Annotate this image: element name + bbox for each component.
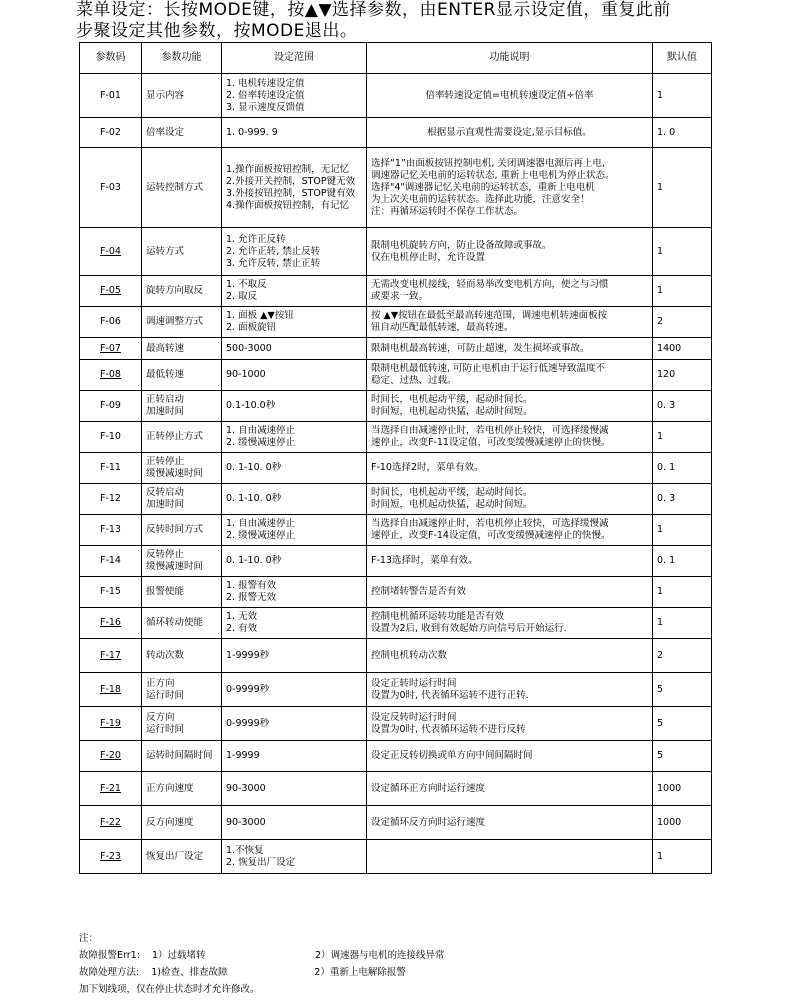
param-range xyxy=(222,639,367,673)
param-function xyxy=(142,338,222,360)
intro-text xyxy=(76,0,776,42)
intro-line-1: 菜单设定：长按MODE键，按▲▼选择参数，由ENTER显示设定值，重复此前 xyxy=(76,0,671,20)
param-range xyxy=(222,840,367,874)
param-description-line: 稳定、过热、过载。 xyxy=(371,375,457,386)
param-function-line: 运转方式 xyxy=(146,245,185,257)
param-range xyxy=(222,772,367,806)
fault-handling-label: 故障处理方法: xyxy=(79,967,140,978)
param-description xyxy=(367,608,653,639)
param-function-line: 转动次数 xyxy=(146,649,185,661)
param-range xyxy=(222,515,367,546)
param-default: 1000 xyxy=(653,806,712,840)
param-code xyxy=(80,148,142,228)
param-default: 1 xyxy=(653,515,712,546)
param-code-text: F-14 xyxy=(100,555,121,566)
param-range-line: 1. 电机转速设定值 xyxy=(226,77,305,89)
param-range xyxy=(222,307,367,338)
param-code-text: F-22 xyxy=(100,816,121,828)
param-function-line: 正转停止 xyxy=(146,456,185,467)
param-range xyxy=(222,360,367,391)
param-range-line: 0. 1-10. 0秒 xyxy=(226,462,282,473)
param-code-text: F-19 xyxy=(100,717,121,729)
param-function-line: 运行时间 xyxy=(146,723,185,735)
param-range-line: 1-9999秒 xyxy=(226,649,270,661)
param-range-line: 2.外接开关控制，STOP键无效 xyxy=(226,175,356,187)
notes-title: 注： xyxy=(79,933,99,944)
underline-note: 加下划线项，仅在停止状态时才允许修改。 xyxy=(79,984,260,995)
param-description-line: 速停止，改变F-11设定值，可改变缓慢减速停止的快慢。 xyxy=(371,437,611,448)
param-code xyxy=(80,577,142,608)
param-code xyxy=(80,338,142,360)
param-function-line: 调速调整方式 xyxy=(146,316,204,327)
param-function-line: 反转启动 xyxy=(146,487,185,498)
param-function xyxy=(142,360,222,391)
param-description xyxy=(367,546,653,577)
param-code xyxy=(80,772,142,806)
param-range-line: 90-3000 xyxy=(226,782,266,794)
param-code-text: F-10 xyxy=(100,431,121,442)
param-description xyxy=(367,453,653,484)
param-description-line: 仅在电机停止时，允许设置 xyxy=(371,251,486,263)
param-range-line: 3. 允许反转, 禁止正转 xyxy=(226,257,321,269)
param-description xyxy=(367,840,653,874)
param-function xyxy=(142,515,222,546)
param-range-line: 2. 允许正转, 禁止反转 xyxy=(226,245,321,257)
param-description-line: 时间长，电机起动平缓，起动时间长。 xyxy=(371,487,533,498)
table-row xyxy=(80,118,712,148)
param-default: 0. 1 xyxy=(653,453,712,484)
param-code-text: F-15 xyxy=(100,586,121,597)
param-code-text: F-11 xyxy=(100,462,121,473)
param-function-line: 显示内容 xyxy=(146,89,185,101)
param-default: 0. 3 xyxy=(653,484,712,515)
param-function xyxy=(142,806,222,840)
param-function-line: 反方向速度 xyxy=(146,816,194,828)
param-description xyxy=(367,707,653,741)
param-code-text: F-20 xyxy=(100,750,121,761)
param-range xyxy=(222,453,367,484)
param-range-line: 0.1-10.0秒 xyxy=(226,400,276,411)
param-range xyxy=(222,228,367,276)
param-range xyxy=(222,707,367,741)
param-description-line: 设定反转时运行时间 xyxy=(371,711,457,723)
header-function: 参数功能 xyxy=(142,43,222,74)
param-function xyxy=(142,639,222,673)
param-description xyxy=(367,741,653,772)
param-function xyxy=(142,772,222,806)
param-default: 1400 xyxy=(653,338,712,360)
param-function xyxy=(142,228,222,276)
table-row xyxy=(80,707,712,741)
param-code-text: F-08 xyxy=(100,369,121,380)
param-description-line: 倍率转速设定值=电机转速设定值÷倍率 xyxy=(425,89,594,101)
param-function-line: 循环转动使能 xyxy=(146,617,204,628)
param-range xyxy=(222,546,367,577)
table-row xyxy=(80,772,712,806)
param-range-line: 1. 允许正反转 xyxy=(226,233,286,245)
param-code xyxy=(80,360,142,391)
param-range xyxy=(222,577,367,608)
table-row xyxy=(80,484,712,515)
fault-alarm-item-1: 1）过载堵转 xyxy=(151,950,206,961)
param-range-line: 2. 有效 xyxy=(226,623,258,634)
table-row xyxy=(80,276,712,307)
intro-line-2: 步聚设定其他参数，按MODE退出。 xyxy=(76,21,358,41)
param-description-line: 限制电机最低转速, 可防止电机由于运行低速导致温度不 xyxy=(371,363,606,374)
table-row xyxy=(80,74,712,118)
param-range-line: 1. 无效 xyxy=(226,611,258,622)
param-function-line: 反转停止 xyxy=(146,549,185,560)
param-range xyxy=(222,276,367,307)
param-default: 2 xyxy=(653,639,712,673)
param-range-line: 2. 报警无效 xyxy=(226,592,277,603)
table-row xyxy=(80,228,712,276)
param-code xyxy=(80,307,142,338)
param-code xyxy=(80,74,142,118)
table-row xyxy=(80,391,712,422)
param-description-line: 限制电机最高转速，可防止超速，发生损坏或事故。 xyxy=(371,342,590,354)
fault-handling-item-2: 2）重新上电解除报警 xyxy=(314,967,406,978)
param-code xyxy=(80,707,142,741)
param-function-line: 反转时间方式 xyxy=(146,524,204,535)
param-code xyxy=(80,228,142,276)
param-range-line: 3. 显示速度反馈值 xyxy=(226,101,305,113)
param-description-line: 时间短，电机起动快猛，起动时间短。 xyxy=(371,406,533,417)
param-function-line: 缓慢减速时间 xyxy=(146,468,204,479)
param-range-line: 2. 恢复出厂设定 xyxy=(226,856,296,868)
param-description-line: 选择“1”由面板按钮控制电机, 关闭调速器电源后再上电, xyxy=(371,157,605,169)
param-range xyxy=(222,338,367,360)
param-function xyxy=(142,741,222,772)
param-description xyxy=(367,74,653,118)
param-range xyxy=(222,673,367,707)
param-description xyxy=(367,577,653,608)
param-description-line: F-10选择2时，菜单有效。 xyxy=(371,462,484,473)
param-function-line: 运行时间 xyxy=(146,689,185,701)
param-function-line: 正转启动 xyxy=(146,394,185,405)
param-range-line: 0-9999秒 xyxy=(226,683,270,695)
param-description xyxy=(367,228,653,276)
table-row xyxy=(80,806,712,840)
table-row xyxy=(80,515,712,546)
table-row xyxy=(80,840,712,874)
table-row xyxy=(80,608,712,639)
param-code xyxy=(80,608,142,639)
param-default: 0. 3 xyxy=(653,391,712,422)
param-function xyxy=(142,608,222,639)
param-code xyxy=(80,118,142,148)
param-function-line: 正方向 xyxy=(146,677,175,689)
param-range-line: 1.不恢复 xyxy=(226,844,264,856)
param-code xyxy=(80,391,142,422)
param-description-line: 控制电机循环运转功能是否有效 xyxy=(371,611,505,622)
param-description xyxy=(367,673,653,707)
table-header-row xyxy=(80,43,712,74)
param-function xyxy=(142,148,222,228)
param-code xyxy=(80,840,142,874)
param-range-line: 1-9999 xyxy=(226,750,260,761)
param-description xyxy=(367,118,653,148)
param-default: 1 xyxy=(653,74,712,118)
param-function xyxy=(142,546,222,577)
param-function-line: 旋转方向取反 xyxy=(146,285,204,296)
param-code xyxy=(80,515,142,546)
param-description-line: 当选择自由减速停止时，若电机停止较快，可选择缓慢减 xyxy=(371,518,609,529)
table-row xyxy=(80,546,712,577)
param-range-line: 0. 1-10. 0秒 xyxy=(226,555,282,566)
param-function-line: 倍率设定 xyxy=(146,126,185,138)
param-function-line: 缓慢减速时间 xyxy=(146,561,204,572)
param-description-line: 设置为2后, 收到有效起始方向信号后开始运行. xyxy=(371,623,567,634)
param-function xyxy=(142,577,222,608)
param-function-line: 加速时间 xyxy=(146,406,185,417)
param-description-line: 钮自动匹配最低转速，最高转速。 xyxy=(371,322,514,333)
param-description-line: 按 ▲▼按钮在最低至最高转速范围，调速电机转速面板按 xyxy=(371,310,608,321)
param-description xyxy=(367,148,653,228)
param-function xyxy=(142,840,222,874)
notes-section xyxy=(79,930,445,998)
param-description-line: 设定正转时运行时间 xyxy=(371,677,457,689)
param-default: 120 xyxy=(653,360,712,391)
param-code-text: F-09 xyxy=(100,400,121,411)
param-description xyxy=(367,360,653,391)
param-function xyxy=(142,118,222,148)
param-description-line: 注：再循环运转时不保存工作状态。 xyxy=(371,205,524,217)
param-description xyxy=(367,639,653,673)
param-function xyxy=(142,484,222,515)
param-default: 5 xyxy=(653,707,712,741)
param-range-line: 4.操作面板按钮控制，有记忆 xyxy=(226,199,350,211)
table-row xyxy=(80,453,712,484)
table-row xyxy=(80,360,712,391)
param-code xyxy=(80,806,142,840)
param-description-line: 无需改变电机接线，轻而易举改变电机方向，使之与习惯 xyxy=(371,279,609,290)
param-function-line: 运转控制方式 xyxy=(146,181,204,193)
param-default: 0. 1 xyxy=(653,546,712,577)
param-description-line: 设置为0时, 代表循环运转不进行正转. xyxy=(371,689,529,701)
fault-handling-item-1: 1)检查、排查故障 xyxy=(151,967,228,978)
param-default: 1 xyxy=(653,276,712,307)
param-code xyxy=(80,422,142,453)
param-description xyxy=(367,338,653,360)
param-range-line: 2. 面板旋钮 xyxy=(226,322,277,333)
param-description xyxy=(367,307,653,338)
param-range-line: 1. 自由减速停止 xyxy=(226,518,296,529)
param-description-line: 时间长，电机起动平缓，起动时间长。 xyxy=(371,394,533,405)
param-code xyxy=(80,639,142,673)
param-function xyxy=(142,707,222,741)
param-default: 1 xyxy=(653,608,712,639)
param-code xyxy=(80,673,142,707)
param-function xyxy=(142,276,222,307)
param-range-line: 1. 面板 ▲▼按钮 xyxy=(226,310,294,321)
table-row xyxy=(80,673,712,707)
param-description xyxy=(367,391,653,422)
header-code: 参数码 xyxy=(80,43,142,74)
param-code-text: F-01 xyxy=(100,89,121,101)
param-code-text: F-03 xyxy=(100,181,121,193)
param-description xyxy=(367,772,653,806)
table-row xyxy=(80,639,712,673)
parameter-table xyxy=(79,42,712,874)
param-description xyxy=(367,276,653,307)
param-default: 1 xyxy=(653,148,712,228)
param-description-line: F-13选择时，菜单有效。 xyxy=(371,555,478,566)
param-description-line: 选择"4"调速器记忆关电前的运转状态，重新上电电机 xyxy=(371,181,595,193)
param-function xyxy=(142,422,222,453)
table-row xyxy=(80,577,712,608)
header-default: 默认值 xyxy=(653,43,712,74)
param-description-line: 控制堵转警告是否有效 xyxy=(371,586,467,597)
param-code-text: F-06 xyxy=(100,316,121,327)
param-range-line: 90-1000 xyxy=(226,369,266,380)
param-description-line: 设定循环反方向时运行速度 xyxy=(371,816,486,828)
param-description-line: 速停止，改变F-14设定值，可改变缓慢减速停止的快慢。 xyxy=(371,530,611,541)
param-description-line: 控制电机转动次数 xyxy=(371,649,448,661)
param-range-line: 1. 不取反 xyxy=(226,279,267,290)
param-description-line: 或要求一致。 xyxy=(371,291,429,302)
param-code xyxy=(80,484,142,515)
param-function-line: 反方向 xyxy=(146,711,175,723)
param-code xyxy=(80,741,142,772)
param-function-line: 最高转速 xyxy=(146,342,185,354)
param-range-line: 2. 取反 xyxy=(226,291,258,302)
param-function-line: 最低转速 xyxy=(146,369,185,380)
param-description xyxy=(367,806,653,840)
param-range-line: 1. 0-999. 9 xyxy=(226,126,278,138)
param-function xyxy=(142,453,222,484)
param-range xyxy=(222,484,367,515)
param-function xyxy=(142,391,222,422)
param-range-line: 3.外接按钮控制，STOP键有效 xyxy=(226,187,356,199)
param-range-line: 90-3000 xyxy=(226,816,266,828)
param-description-line: 为上次关电前的运转状态。选择此功能，注意安全！ xyxy=(371,193,590,205)
param-function-line: 报警使能 xyxy=(146,586,185,597)
param-code-text: F-21 xyxy=(100,782,121,794)
param-default: 1 xyxy=(653,422,712,453)
param-default: 5 xyxy=(653,741,712,772)
param-function xyxy=(142,307,222,338)
table-row xyxy=(80,338,712,360)
param-description-line: 限制电机旋转方向，防止设备故障或事故。 xyxy=(371,239,552,251)
param-range-line: 2. 缓慢减速停止 xyxy=(226,530,296,541)
param-range-line: 2. 缓慢减速停止 xyxy=(226,437,296,448)
param-function-line: 运转时间隔时间 xyxy=(146,750,213,761)
table-row xyxy=(80,148,712,228)
param-code-text: F-02 xyxy=(100,126,121,138)
table-row xyxy=(80,422,712,453)
param-range xyxy=(222,741,367,772)
param-range xyxy=(222,118,367,148)
param-description-line: 当选择自由减速停止时，若电机停止较快，可选择缓慢减 xyxy=(371,425,609,436)
param-description-line: 设置为0时, 代表循环运转不进行反转 xyxy=(371,723,526,735)
param-description-line: 根据显示直观性需要设定,显示目标值。 xyxy=(427,126,592,138)
param-description xyxy=(367,484,653,515)
param-default: 5 xyxy=(653,673,712,707)
param-range xyxy=(222,148,367,228)
param-function xyxy=(142,74,222,118)
param-range-line: 2. 倍率转速设定值 xyxy=(226,89,305,101)
param-range-line: 500-3000 xyxy=(226,342,272,354)
param-code-text: F-07 xyxy=(100,342,121,354)
param-range-line: 1. 自由减速停止 xyxy=(226,425,296,436)
param-description-line: 设定循环正方向时运行速度 xyxy=(371,782,486,794)
param-default: 2 xyxy=(653,307,712,338)
param-range xyxy=(222,74,367,118)
table-row xyxy=(80,307,712,338)
param-code-text: F-12 xyxy=(100,493,121,504)
param-code xyxy=(80,276,142,307)
param-range-line: 1.操作面板按钮控制，无记忆 xyxy=(226,163,350,175)
header-description: 功能说明 xyxy=(367,43,653,74)
param-code-text: F-05 xyxy=(100,285,121,296)
param-function-line: 正方向速度 xyxy=(146,782,194,794)
param-range-line: 0-9999秒 xyxy=(226,717,270,729)
param-default: 1. 0 xyxy=(653,118,712,148)
param-range xyxy=(222,422,367,453)
table-row xyxy=(80,741,712,772)
param-description-line: 设定正反转切换或单方向中间间隔时间 xyxy=(371,750,533,761)
param-default: 1 xyxy=(653,577,712,608)
param-function-line: 加速时间 xyxy=(146,499,185,510)
param-range xyxy=(222,391,367,422)
param-code xyxy=(80,453,142,484)
param-code-text: F-17 xyxy=(100,649,121,661)
param-range-line: 1. 报警有效 xyxy=(226,580,277,591)
param-code-text: F-04 xyxy=(100,245,121,257)
param-default: 1 xyxy=(653,840,712,874)
header-range: 设定范围 xyxy=(222,43,367,74)
param-default: 1 xyxy=(653,228,712,276)
fault-alarm-label: 故障报警Err1: xyxy=(79,950,140,961)
param-code-text: F-18 xyxy=(100,683,121,695)
param-function-line: 恢复出厂设定 xyxy=(146,850,204,862)
param-function-line: 正转停止方式 xyxy=(146,431,204,442)
param-description xyxy=(367,422,653,453)
param-range xyxy=(222,608,367,639)
param-description-line: 时间短，电机起动快猛，起动时间短。 xyxy=(371,499,533,510)
param-function xyxy=(142,673,222,707)
param-default: 1000 xyxy=(653,772,712,806)
param-description-line: 调速器记忆关电前的运转状态, 重新上电电机为停止状态。 xyxy=(371,169,615,181)
param-code-text: F-23 xyxy=(100,850,121,862)
fault-handling-line xyxy=(79,964,445,981)
param-range-line: 0. 1-10. 0秒 xyxy=(226,493,282,504)
param-code xyxy=(80,546,142,577)
fault-alarm-line xyxy=(79,947,445,964)
param-code-text: F-16 xyxy=(100,617,121,628)
param-description xyxy=(367,515,653,546)
param-range xyxy=(222,806,367,840)
param-code-text: F-13 xyxy=(100,524,121,535)
fault-alarm-item-2: 2）调速器与电机的连接线异常 xyxy=(315,950,445,961)
